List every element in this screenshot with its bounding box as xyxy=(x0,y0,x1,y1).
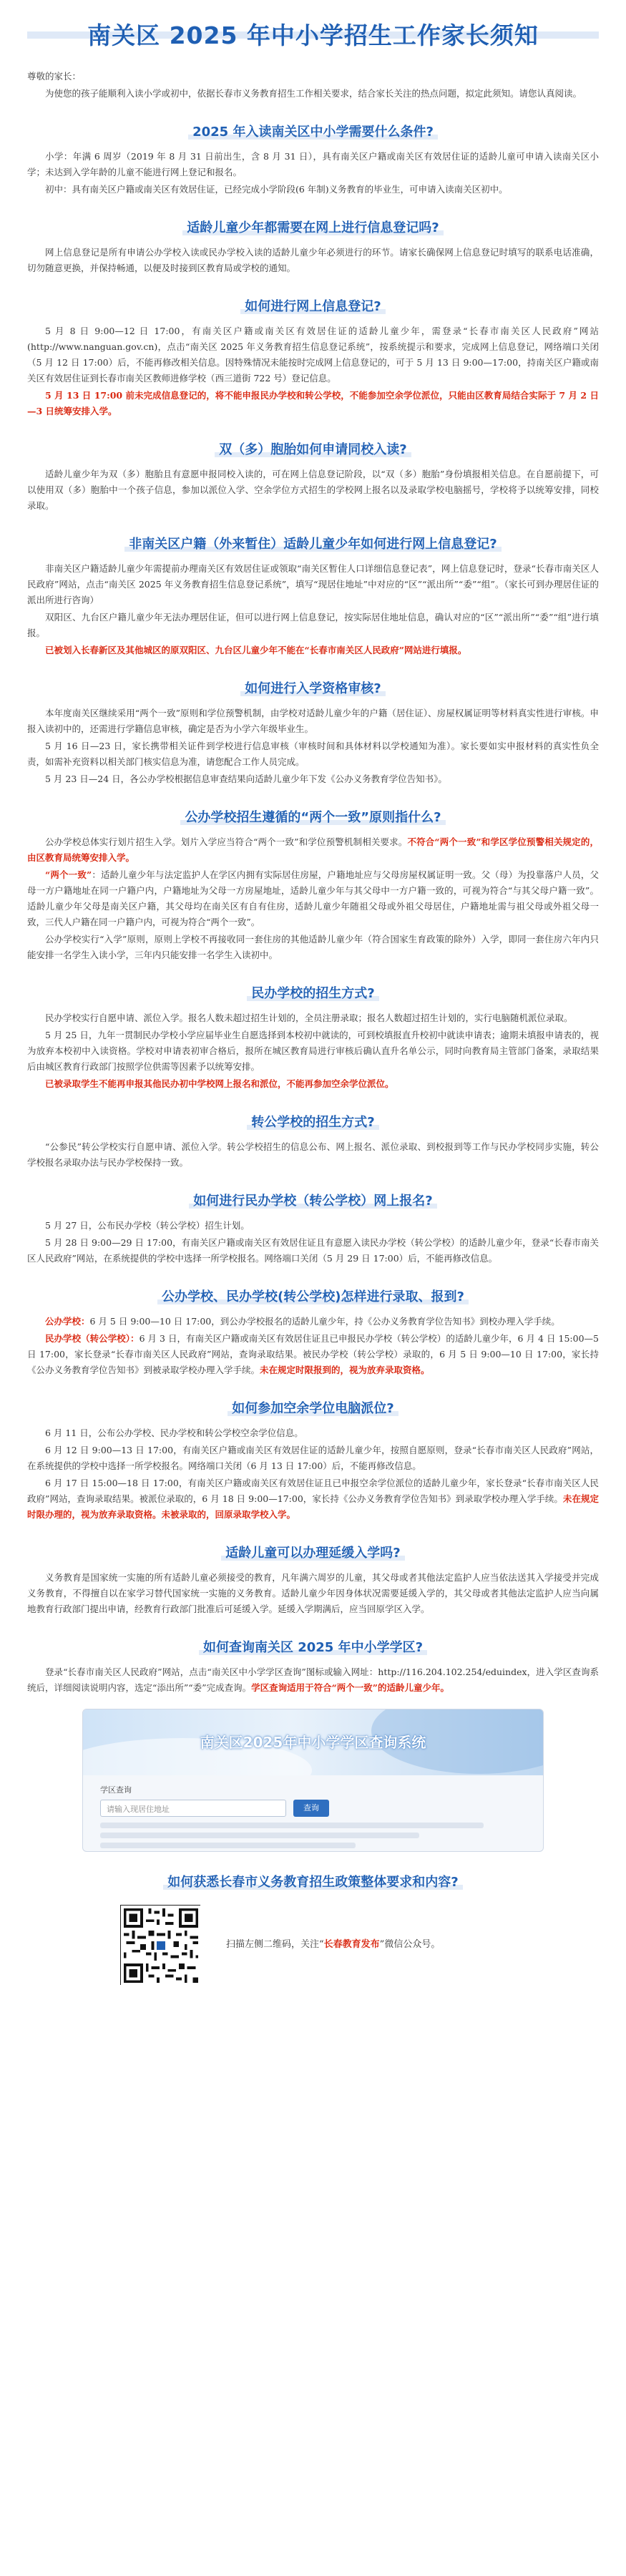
paragraph-text: ：适龄儿童少年与法定监护人在学区内拥有实际居住房屋，户籍地址应与父母房屋权属证明一致。父（母）为投靠落户人员，父母一方户籍地址在同一户籍户内，户籍地址为父母一方房屋地址，适龄儿童少年与其父母中一方户籍一致的，可视为符合“与其父母户籍一致”。适龄儿童少年父母是南关区户籍，其父母均在南关区有自有住房，适龄儿童少年随祖父母或外祖父母居住，户籍地址需与祖父母或外祖父母一致，三代人户籍在同一户籍户内，可视为符合“两个一致”。 xyxy=(27,869,599,927)
section-heading-twins: 双（多）胞胎如何申请同校入读? xyxy=(215,439,411,458)
qr-row xyxy=(120,1905,599,1985)
paragraph-text: 6 月 17 日 15:00—18 日 17:00，有南关区户籍或南关区有效居住证且已申报空余学位派位的适龄儿童少年，家长登录“长春市南关区人民政府”网站，查询录取结果。被派位录取的，6 月 18 日 9:00—17:00，家长持《公办义务教育学位告知书》到录取学校办理入学手续。 xyxy=(27,1478,599,1504)
paragraph: 适龄儿童少年为双（多）胞胎且有意愿申报同校入读的，可在网上信息登记阶段，以“双（多）胞胎”身份填报相关信息。在自愿前提下，可以使用双（多）胞胎中一个孩子信息，参加以派位入学、空余学位方式招生的学校网上报名以及录取学校电脑摇号，学校将予以统筹安排，同校录取。 xyxy=(27,469,599,511)
paragraph-text: 公办学校总体实行划片招生入学。划片入学应当符合“两个一致”和学位预警机制相关要求。 xyxy=(45,836,408,847)
paragraph: 双阳区、九台区户籍儿童少年无法办理居住证，但可以进行网上信息登记，按实际居住地址信息，确认对应的“区”“派出所”“委”“组”进行填报。 xyxy=(27,612,599,638)
salutation: 尊敬的家长： xyxy=(27,71,82,82)
qr-code-icon xyxy=(120,1905,200,1985)
paragraph: 5 月 25 日，九年一贯制民办学校小学应届毕业生自愿选择到本校初中就读的，可到校填报直升校初中就读申请表；逾期未填报申请表的，视为放弃本校初中入读资格。学校对申请表初审合格后，报所在城区教育局进行审核后确认直升名单公示，同时向教育局主管部门备案，录取结果后由城区教育行政部门按照学位供需等因素予以统筹安排。 xyxy=(27,1030,599,1072)
paragraph: 本年度南关区继续采用“两个一致”原则和学位预警机制，由学校对适龄儿童少年的户籍（居住证）、房屋权属证明等材料真实性进行审核。申报入读初中的，还需进行学籍信息审核，确定是否为小学六年级毕业生。 xyxy=(27,708,599,734)
query-field-label: 学区查询 xyxy=(100,1785,132,1795)
paragraph xyxy=(27,1331,599,1378)
page-title: 南关区 2025 年中小学招生工作家长须知 xyxy=(87,21,539,49)
section-heading-policy: 如何获悉长春市义务教育招生政策整体要求和内容? xyxy=(163,1872,462,1890)
paragraph: 5 月 16 日—23 日，家长携带相关证件到学校进行信息审核（审核时间和具体材料以学校通知为准）。家长要如实申报材料的真实性负全责，如需补充资料以相关部门核实信息为准，请您配合工作人员完成。 xyxy=(27,741,599,767)
paragraph-text: 登录“长春市南关区人民政府”网站，点击“南关区中小学学区查询”图标或输入网址：http://116.204.102.254/eduindex，进入学区查询系统后，详细阅读说明内容，选定“添出所”“委”完成查询。 xyxy=(27,1667,599,1693)
section-heading-registration-required: 适龄儿童少年都需要在网上进行信息登记吗? xyxy=(182,218,443,236)
intro-paragraph: 为使您的孩子能顺利入读小学或初中，依据长春市义务教育招生工作相关要求，结合家长关注的热点问题，拟定此须知。请您认真阅读。 xyxy=(45,88,582,99)
section-heading-qualification: 如何进行入学资格审核? xyxy=(240,678,385,697)
paragraph: 6 月 11 日，公布公办学校、民办学校和转公学校空余学位信息。 xyxy=(45,1428,303,1438)
paragraph: 5 月 27 日，公布民办学校（转公学校）招生计划。 xyxy=(45,1220,250,1231)
paragraph: 5 月 23 日—24 日，各公办学校根据信息审查结果向适龄儿童少年下发《公办义务教育学位告知书》。 xyxy=(45,774,447,784)
warning-text: 不符合“两个一致”和学区学位预警相关规定的，由区教育局统筹安排入学。 xyxy=(27,836,599,863)
section-heading-district-query: 如何查询南关区 2025 年中小学学区? xyxy=(199,1637,427,1656)
section-heading-conditions: 2025 年入读南关区中小学需要什么条件? xyxy=(188,122,438,140)
section-heading-converted-school: 转公学校的招生方式? xyxy=(247,1112,378,1131)
warning-text: 未在规定时限办理的，视为放弃录取资格。未被录取的，回原录取学校入学。 xyxy=(27,1493,599,1520)
paragraph: 6 月 12 日 9:00—13 日 17:00，有南关区户籍或南关区有效居住证的适龄儿童少年，按照自愿原则，登录“长春市南关区人民政府”网站，在系统提供的学校中选择一所学校报名。网络端口关闭（6 月 13 日 17:00）后，不能再修改信息。 xyxy=(27,1445,599,1471)
section-heading-non-local: 非南关区户籍（外来暂住）适龄儿童少年如何进行网上信息登记? xyxy=(124,534,501,552)
query-system-screenshot xyxy=(82,1709,544,1852)
paragraph: 初中：具有南关区户籍或南关区有效居住证，已经完成小学阶段(6 年制)义务教育的毕业生，可申请入读南关区初中。 xyxy=(45,184,508,195)
paragraph xyxy=(27,1314,599,1330)
warning-text: 已被录取学生不能再申报其他民办初中学校网上报名和派位，不能再参加空余学位派位。 xyxy=(45,1078,394,1089)
paragraph: “公参民”转公学校实行自愿申请、派位入学。转公学校招生的信息公布、网上报名、派位录取、到校报到等工作与民办学校同步实施，转公学校报名录取办法与民办学校保持一致。 xyxy=(27,1141,599,1168)
term-label: 民办学校（转公学校）： xyxy=(45,1333,140,1344)
section-heading-deferral: 适龄儿童可以办理延缓入学吗? xyxy=(221,1543,404,1561)
paragraph: 公办学校实行“入学”原则，原则上学校不再接收同一套住房的其他适龄儿童少年（符合国家生育政策的除外）入学，即同一套住房六年内只能安排一名学生入读小学，三年内只能安排一名学生入读初中。 xyxy=(27,934,599,960)
title-row xyxy=(27,0,599,69)
section-heading-admission: 公办学校、民办学校(转公学校)怎样进行录取、报到? xyxy=(157,1287,469,1305)
section-heading-private-online-signup: 如何进行民办学校（转公学校）网上报名? xyxy=(189,1191,436,1209)
paragraph: 小学：年满 6 周岁（2019 年 8 月 31 日前出生，含 8 月 31 日），具有南关区户籍或南关区有效居住证的适龄儿童可申请入读南关区小学；未达到入学年龄的儿童不能进行网上登记和报名。 xyxy=(27,151,599,177)
query-system-body xyxy=(83,1775,543,1852)
paragraph-text: 6 月 3 日，有南关区户籍或南关区有效居住证且已申报民办学校（转公学校）的适龄儿童少年，6 月 4 日 15:00—5 日 17:00，家长登录“长春市南关区人民政府”网站，查询录取结果。被民办学校（转公学校）录取的，6 月 5 日 9:00—10 日 17:00，家长持《公办义务教育学位告知书》到被录取学校办理入学手续。 xyxy=(27,1333,599,1375)
term-label: 公办学校： xyxy=(45,1316,90,1327)
paragraph xyxy=(27,867,599,930)
paragraph: 5 月 28 日 9:00—29 日 17:00，有南关区户籍或南关区有效居住证且有意愿入读民办学校（转公学校）的适龄儿童少年，登录“长春市南关区人民政府”网站，在系统提供的学校中选择一所学校报名。网络端口关闭（5 月 29 日 17:00）后，不能再修改信息。 xyxy=(27,1237,599,1264)
qr-instructions xyxy=(226,1937,440,1953)
paragraph xyxy=(27,1475,599,1523)
section-heading-lottery: 如何参加空余学位电脑派位? xyxy=(228,1398,398,1417)
qr-text-prefix: 扫描左侧二维码，关注“ xyxy=(226,1939,324,1950)
query-system-banner xyxy=(83,1709,543,1775)
paragraph: 非南关区户籍适龄儿童少年需提前办理南关区有效居住证或领取“南关区暂住人口详细信息登记表”，网上信息登记时，登录“长春市南关区人民政府”网站，点击“南关区 2025 年义务教育招生信息登记系统”，填写“现居住地址”中对应的“区”“派出所”“委”“组”。（家长可到办理居住证的派出所进行咨询） xyxy=(27,563,599,605)
wechat-account-name: 长春教育发布 xyxy=(323,1939,380,1950)
paragraph-text: 6 月 5 日 9:00—10 日 17:00，到公办学校报名的适龄儿童少年，持《公办义务教育学位告知书》到校办理入学手续。 xyxy=(89,1316,560,1327)
paragraph: 网上信息登记是所有申请公办学校入读或民办学校入读的适龄儿童少年必须进行的环节。请家长确保网上信息登记时填写的联系电话准确，切勿随意更换，并保持畅通，以便及时接到区教育局或学校的通知。 xyxy=(27,247,599,273)
section-heading-two-consistent: 公办学校招生遵循的“两个一致”原则指什么? xyxy=(180,807,445,826)
paragraph: 民办学校实行自愿申请、派位入学。报名人数未超过招生计划的，全员注册录取；报名人数超过招生计划的，实行电脑随机派位录取。 xyxy=(45,1013,573,1023)
warning-text: 学区查询适用于符合“两个一致”的适龄儿童少年。 xyxy=(251,1682,449,1693)
query-system-title: 南关区2025年中小学学区查询系统 xyxy=(200,1734,426,1751)
warning-text: 5 月 13 日 17:00 前未完成信息登记的，将不能申报民办学校和转公学校，不能参加空余学位派位，只能由区教育局结合实际于 7 月 2 日—3 日统筹安排入学。 xyxy=(27,390,599,416)
section-heading-private-school: 民办学校的招生方式? xyxy=(247,983,378,1002)
qr-text-suffix: ”微信公众号。 xyxy=(379,1939,441,1950)
section-heading-online-registration: 如何进行网上信息登记? xyxy=(240,296,385,315)
address-input[interactable]: 请输入现居住地址 xyxy=(100,1800,286,1817)
warning-text: 未在规定时限报到的，视为放弃录取资格。 xyxy=(260,1365,430,1375)
paragraph: 义务教育是国家统一实施的所有适龄儿童必须接受的教育，凡年满六周岁的儿童，其父母或者其他法定监护人应当依法送其入学接受并完成义务教育，不得擅自以在家学习替代国家统一实施的义务教育。适龄儿童少年因身体状况需要延缓入学的，其父母或者其他法定监护人应当向属地教育行政部门提出申请，经教育行政部门批准后可延缓入学。延缓入学期满后，应当回原学区入学。 xyxy=(27,1572,599,1614)
term-label: “两个一致” xyxy=(45,869,92,880)
paragraph: 5 月 8 日 9:00—12 日 17:00，有南关区户籍或南关区有效居住证的适龄儿童少年，需登录“长春市南关区人民政府”网站(http://www.nanguan.gov.cn)，点击“南关区 2025 年义务教育招生信息登记系统”，按系统提示和要求，完成网上信息登记，网络端口关闭（5 月 12 日 17:00）后，不能再修改相关信息。因特殊情况未能按时完成网上信息登记的，可于 5 月 13 日 9:00—17:00，持南关区户籍或南关区有效居住证到长春市南关区教师进修学校（西三道街 722 号）登记信息。 xyxy=(27,326,599,384)
paragraph xyxy=(27,1664,599,1696)
warning-text: 已被划入长春新区及其他城区的原双阳区、九台区儿童少年不能在“长春市南关区人民政府”网站进行填报。 xyxy=(45,645,467,655)
query-button[interactable]: 查询 xyxy=(293,1800,329,1817)
paragraph xyxy=(27,834,599,866)
